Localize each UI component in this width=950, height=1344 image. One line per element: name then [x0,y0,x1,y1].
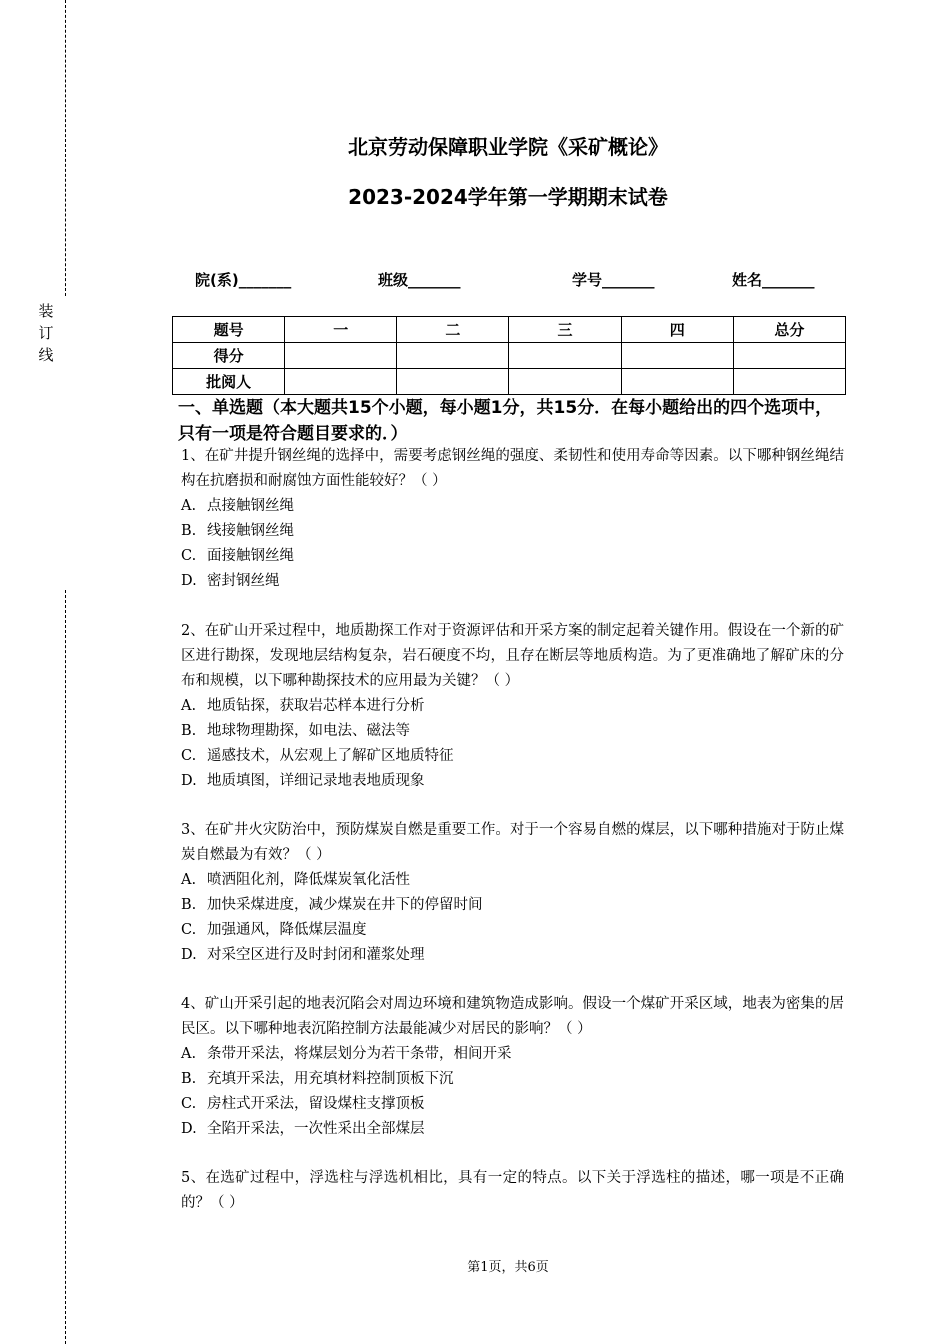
score-row [173,343,846,369]
option-text: 遥感技术，从宏观上了解矿区地质特征 [207,748,454,764]
option-letter: B. [181,723,197,739]
option-text: 点接触钢丝绳 [207,498,294,514]
score-table-header-cell: 总分 [733,317,845,343]
option-letter: D. [181,1121,197,1137]
option-letter: B. [181,523,197,539]
question-option [181,569,844,594]
option-letter: A. [181,498,197,514]
option-text: 面接触钢丝绳 [207,548,294,564]
reviewer-cell [509,369,621,395]
option-text: 喷洒阻化剂，降低煤炭氧化活性 [207,872,410,888]
question-option [181,494,844,519]
question-option [181,1092,844,1117]
option-letter: A. [181,1046,197,1062]
score-cell [509,343,621,369]
question-stem: 2、在矿山开采过程中，地质勘探工作对于资源评估和开采方案的制定起着关键作用。假设在一个新的矿区进行勘探，发现地层结构复杂，岩石硬度不均，且存在断层等地质构造。为了更准确地了解矿床的分布和规模，以下哪种勘探技术的应用最为关键？（ ） [181,623,844,689]
reviewer-row [173,369,846,395]
exam-title: 北京劳动保障职业学院《采矿概论》 [348,135,668,159]
question-stem: 4、矿山开采引起的地表沉陷会对周边环境和建筑物造成影响。假设一个煤矿开采区域，地表为密集的居民区。以下哪种地表沉陷控制方法最能减少对居民的影响？（ ） [181,996,844,1037]
binding-label [36,300,56,366]
score-cell [621,343,733,369]
binding-char: 装 [38,302,54,320]
binding-char: 订 [38,324,54,342]
option-text: 地质钻探，获取岩芯样本进行分析 [207,698,425,714]
reviewer-cell [285,369,397,395]
question-stem: 1、在矿井提升钢丝绳的选择中，需要考虑钢丝绳的强度、柔韧性和使用寿命等因素。以下哪种钢丝绳结构在抗磨损和耐腐蚀方面性能较好？（ ） [181,448,844,489]
option-letter: C. [181,748,197,764]
option-letter: B. [181,1071,197,1087]
binding-line-bottom [65,590,66,1344]
score-table-header-cell: 四 [621,317,733,343]
question-option [181,694,844,719]
page-number: 第1页，共6页 [467,1260,549,1275]
reviewer-cell [733,369,845,395]
question-option [181,1067,844,1092]
class-field: 班级_______ [378,271,461,289]
question-option [181,719,844,744]
score-table-header-row [173,317,846,343]
option-text: 密封钢丝绳 [207,573,280,589]
option-text: 房柱式开采法，留设煤柱支撑顶板 [207,1096,425,1112]
reviewer-cell [621,369,733,395]
option-letter: A. [181,698,197,714]
score-cell [285,343,397,369]
question-5 [181,1166,844,1216]
score-table-header-cell: 三 [509,317,621,343]
reviewer-cell [397,369,509,395]
option-letter: C. [181,1096,197,1112]
question-option [181,943,844,968]
question-option [181,868,844,893]
option-text: 条带开采法，将煤层划分为若干条带，相间开采 [207,1046,512,1062]
score-cell [733,343,845,369]
score-table [172,316,846,395]
question-stem: 5、在选矿过程中，浮选柱与浮选机相比，具有一定的特点。以下关于浮选柱的描述，哪一项是不正确的？（ ） [181,1170,844,1211]
option-letter: C. [181,922,197,938]
option-letter: D. [181,773,197,789]
option-text: 对采空区进行及时封闭和灌浆处理 [207,947,425,963]
reviewer-row-label: 批阅人 [173,369,285,395]
option-text: 线接触钢丝绳 [207,523,294,539]
department-field: 院(系)_______ [195,271,292,289]
binding-char: 线 [38,346,54,364]
option-text: 地球物理勘探，如电法、磁法等 [207,723,410,739]
question-option [181,544,844,569]
score-table-header-cell: 题号 [173,317,285,343]
option-letter: B. [181,897,197,913]
question-option [181,918,844,943]
option-letter: D. [181,573,197,589]
question-3 [181,818,844,968]
option-text: 充填开采法，用充填材料控制顶板下沉 [207,1071,454,1087]
question-4 [181,992,844,1142]
option-letter: A. [181,872,197,888]
score-row-label: 得分 [173,343,285,369]
question-option [181,1042,844,1067]
score-table-header-cell: 一 [285,317,397,343]
option-text: 地质填图，详细记录地表地质现象 [207,773,425,789]
option-text: 加快采煤进度，减少煤炭在井下的停留时间 [207,897,483,913]
exam-subtitle: 2023-2024学年第一学期期末试卷 [348,185,668,209]
option-text: 加强通风，降低煤层温度 [207,922,367,938]
question-option [181,519,844,544]
question-option [181,1117,844,1142]
option-text: 全陷开采法，一次性采出全部煤层 [207,1121,425,1137]
question-option [181,744,844,769]
score-cell [397,343,509,369]
name-field: 姓名_______ [732,271,815,289]
section-heading: 一、单选题（本大题共15个小题，每小题1分，共15分．在每小题给出的四个选项中，只有一项是符合题目要求的．） [178,398,833,444]
score-table-header-cell: 二 [397,317,509,343]
question-stem: 3、在矿井火灾防治中，预防煤炭自燃是重要工作。对于一个容易自燃的煤层，以下哪种措施对于防止煤炭自燃最为有效？（ ） [181,822,844,863]
option-letter: D. [181,947,197,963]
option-letter: C. [181,548,197,564]
student-info-row [0,269,950,293]
question-1 [181,444,844,594]
student-id-field: 学号_______ [572,271,655,289]
question-option [181,893,844,918]
question-2 [181,619,844,794]
question-option [181,769,844,794]
